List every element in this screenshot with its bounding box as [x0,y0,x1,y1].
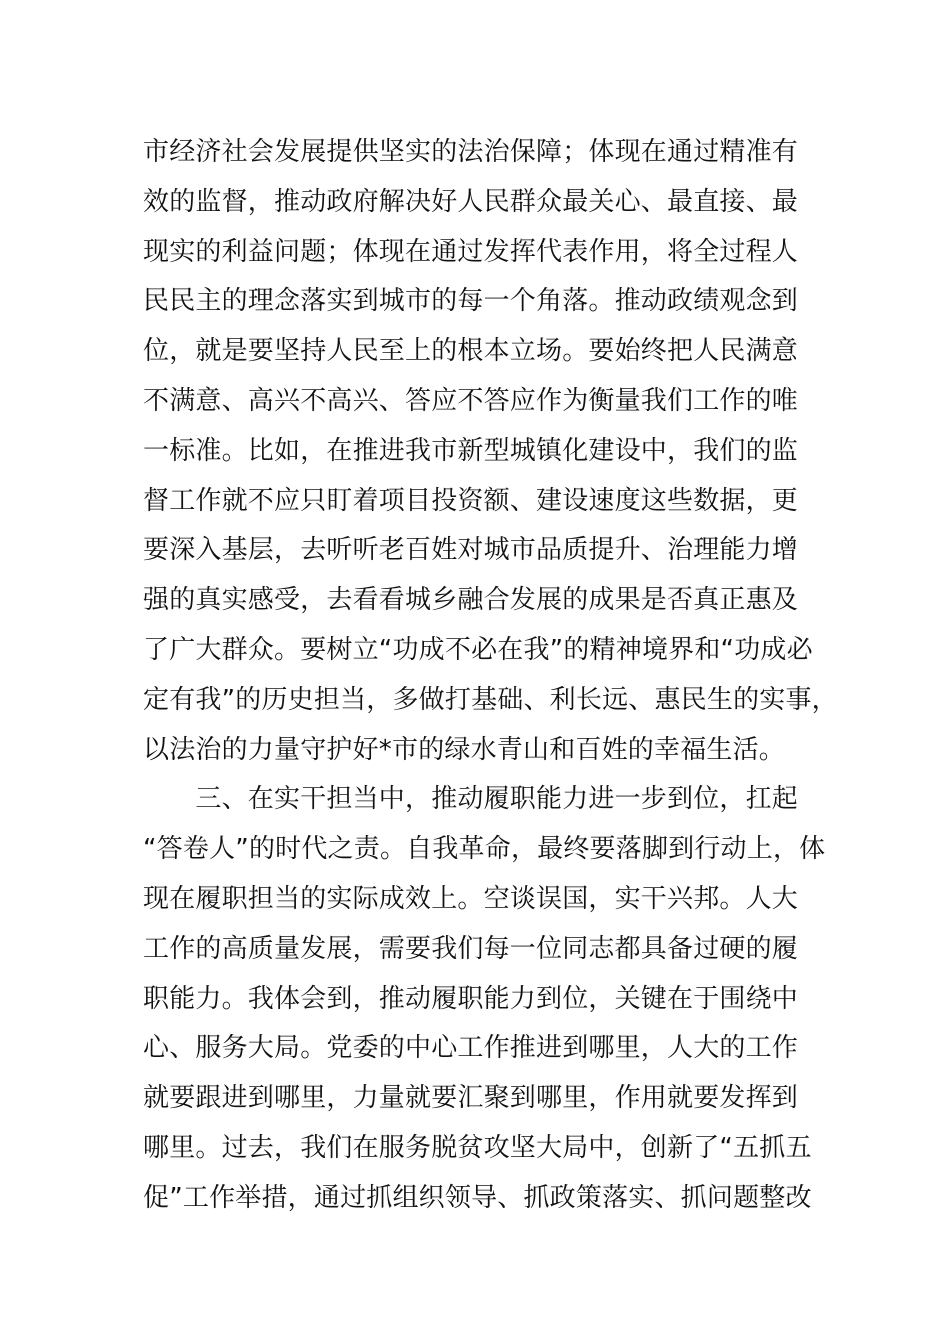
text-line: 以法治的力量守护好*市的绿水青山和百姓的幸福生活。 [143,734,786,765]
text-line: 位，就是要坚持人民至上的根本立场。要始终把人民满意 [143,336,799,367]
text-line: 职能力。我体会到，推动履职能力到位，关键在于围绕中 [143,983,799,1014]
text-line: 现在履职担当的实际成效上。空谈误国，实干兴邦。人大 [143,883,799,914]
text-line: 市经济社会发展提供坚实的法治保障；体现在通过精准有 [143,137,799,167]
text-line: “答卷人”的时代之责。自我革命，最终要落脚到行动上，体 [143,834,826,865]
text-line: 工作的高质量发展，需要我们每一位同志都具备过硬的履 [143,933,799,964]
text-line: 不满意、高兴不高兴、答应不答应作为衡量我们工作的唯 [143,385,799,416]
text-line: 督工作就不应只盯着项目投资额、建设速度这些数据，更 [143,485,799,516]
text-line: 促”工作举措，通过抓组织领导、抓政策落实、抓问题整改 [143,1182,812,1213]
body-text [143,128,843,1224]
text-line: 就要跟进到哪里，力量就要汇聚到哪里，作用就要发挥到 [143,1083,799,1114]
text-line: 心、服务大局。党委的中心工作推进到哪里，人大的工作 [143,1033,799,1064]
text-line: 一标准。比如，在推进我市新型城镇化建设中，我们的监 [143,435,799,466]
section-heading-line: 三、在实干担当中，推动履职能力进一步到位，扛起 [143,784,799,815]
text-line: 民民主的理念落实到城市的每一个角落。推动政绩观念到 [143,286,799,317]
text-line: 哪里。过去，我们在服务脱贫攻坚大局中，创新了“五抓五 [143,1132,812,1163]
text-line: 了广大群众。要树立“功成不必在我”的精神境界和“功成必 [143,634,813,665]
text-line: 要深入基层，去听听老百姓对城市品质提升、治理能力增 [143,535,799,566]
text-line: 现实的利益问题；体现在通过发挥代表作用，将全过程人 [143,236,799,267]
text-line: 定有我”的历史担当，多做打基础、利长远、惠民生的实事， [143,684,838,715]
text-line: 强的真实感受，去看看城乡融合发展的成果是否真正惠及 [143,585,799,616]
text-line: 效的监督，推动政府解决好人民群众最关心、最直接、最 [143,186,799,217]
